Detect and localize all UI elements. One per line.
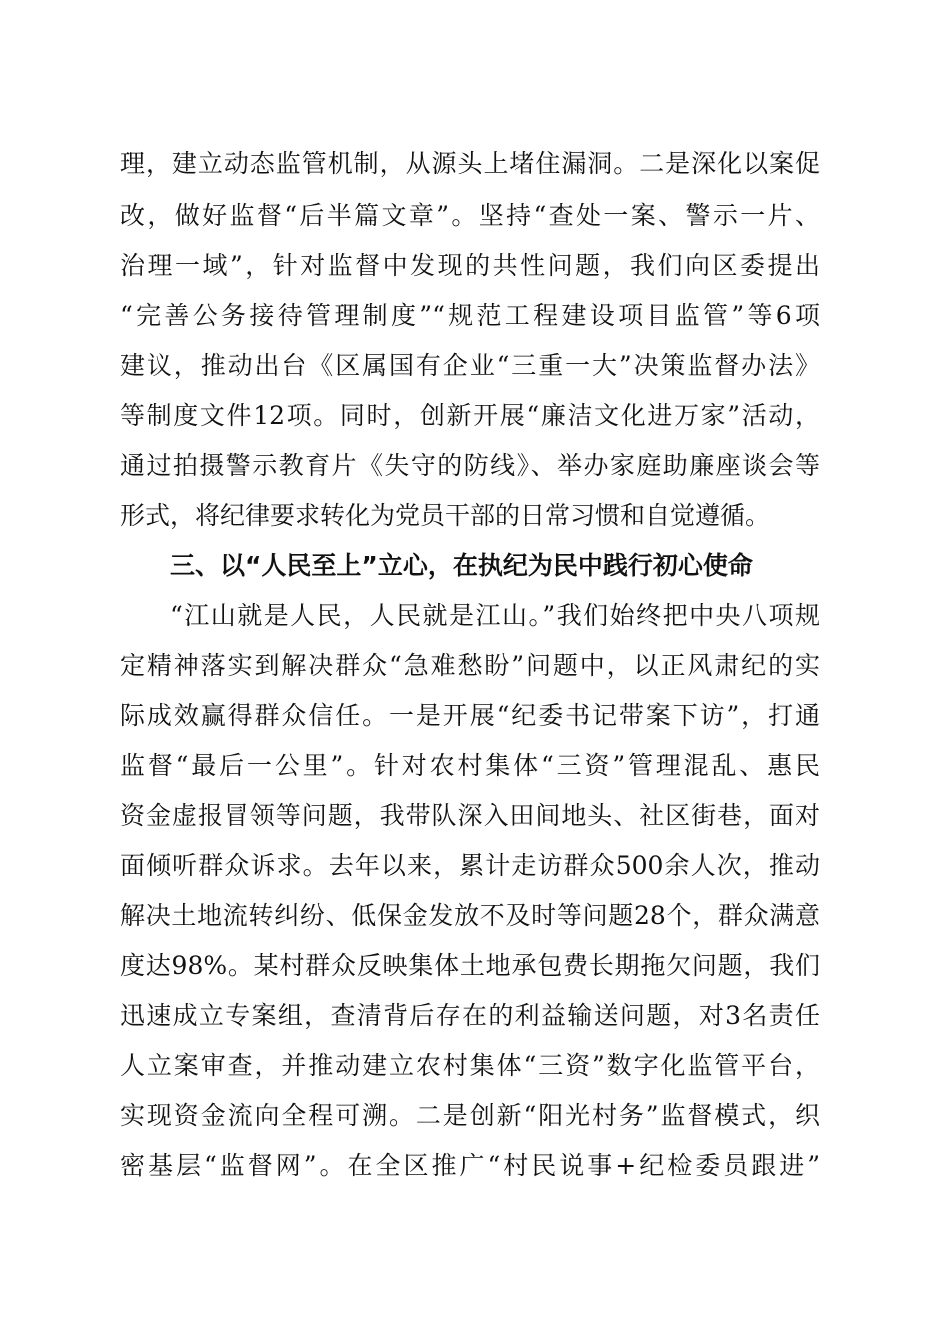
paragraph-line: 解决土地流转纠纷、低保金发放不及时等问题28个，群众满意 <box>120 901 820 930</box>
paragraph-line: 实现资金流向全程可溯。二是创新“阳光村务”监督模式，织 <box>120 1101 820 1130</box>
paragraph-line: 人立案审查，并推动建立农村集体“三资”数字化监管平台， <box>120 1051 820 1080</box>
paragraph-line: 形式，将纪律要求转化为党员干部的日常习惯和自觉遵循。 <box>120 501 771 530</box>
paragraph-line: 等制度文件12项。同时，创新开展“廉洁文化进万家”活动， <box>120 401 820 430</box>
paragraph-line: 际成效赢得群众信任。一是开展“纪委书记带案下访”，打通 <box>120 701 820 730</box>
paragraph-line: 度达98%。某村群众反映集体土地承包费长期拖欠问题，我们 <box>120 951 820 980</box>
paragraph-line: 资金虚报冒领等问题，我带队深入田间地头、社区街巷，面对 <box>120 801 820 830</box>
paragraph-line: 建议，推动出台《区属国有企业“三重一大”决策监督办法》 <box>120 351 820 380</box>
paragraph-line: 定精神落实到解决群众“急难愁盼”问题中，以正风肃纪的实 <box>120 651 820 680</box>
paragraph-line: 理，建立动态监管机制，从源头上堵住漏洞。二是深化以案促 <box>120 149 820 178</box>
paragraph-line: 密基层“监督网”。在全区推广“村民说事+纪检委员跟进” <box>120 1151 820 1180</box>
paragraph-line: “完善公务接待管理制度”“规范工程建设项目监管”等6项 <box>120 301 820 330</box>
paragraph-line: 监督“最后一公里”。针对农村集体“三资”管理混乱、惠民 <box>120 751 820 780</box>
paragraph-line: “江山就是人民，人民就是江山。”我们始终把中央八项规 <box>170 601 820 630</box>
paragraph-line: 迅速成立专案组，查清背后存在的利益输送问题，对3名责任 <box>120 1001 820 1030</box>
section-heading: 三、以“人民至上”立心，在执纪为民中践行初心使命 <box>170 551 753 580</box>
paragraph-line: 面倾听群众诉求。去年以来，累计走访群众500余人次，推动 <box>120 851 820 880</box>
paragraph-line: 治理一域”，针对监督中发现的共性问题，我们向区委提出 <box>120 251 820 280</box>
paragraph-line: 改，做好监督“后半篇文章”。坚持“查处一案、警示一片、 <box>120 201 820 230</box>
paragraph-line: 通过拍摄警示教育片《失守的防线》、举办家庭助廉座谈会等 <box>120 451 820 480</box>
